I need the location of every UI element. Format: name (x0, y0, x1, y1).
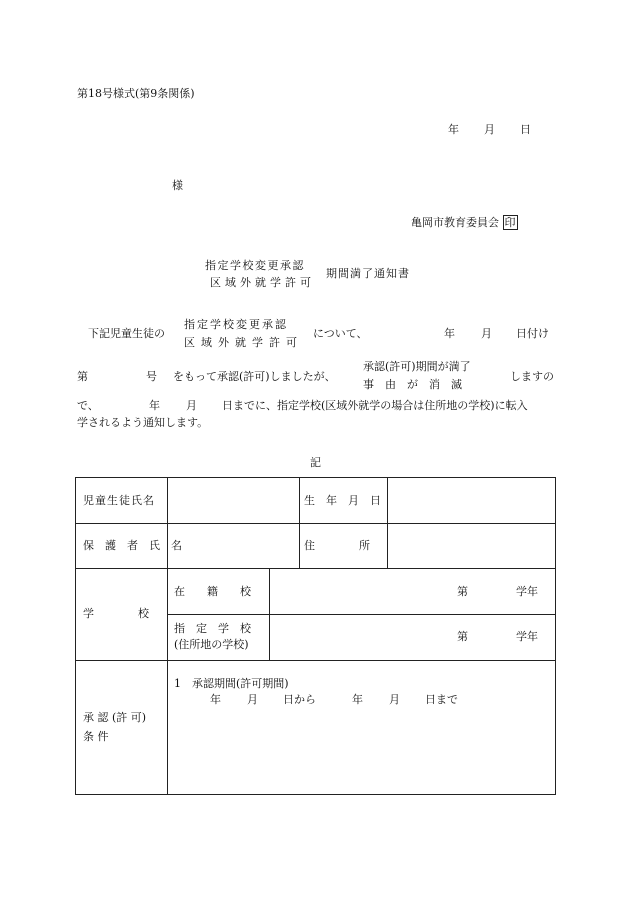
title-option-change-approval: 指定学校変更承認 (205, 259, 305, 272)
ki-heading: 記 (310, 456, 321, 469)
addressee-suffix: 様 (172, 179, 183, 192)
column-divider (299, 478, 300, 568)
row-divider (167, 614, 555, 615)
period-start-day: 日から (283, 693, 316, 706)
title-suffix: 期間満了通知書 (326, 267, 410, 280)
date-year-label: 年 (448, 123, 459, 136)
enrolled-school-label: 在 籍 校 (174, 585, 251, 598)
enrolled-grade-suffix: 学年 (516, 585, 538, 598)
date-day-label: 日 (520, 123, 531, 136)
p2-option-reason-lapsed: 事 由 が 消 滅 (363, 378, 462, 391)
student-name-label: 児童生徒氏名 (83, 494, 155, 507)
form-number: 第18号様式(第9条関係) (77, 87, 195, 100)
p2-mid: をもって承認(許可)しましたが、 (173, 370, 336, 383)
period-start-year: 年 (210, 693, 221, 706)
designated-school-sub: (住所地の学校) (174, 638, 249, 651)
p1-option-outside-district: 区域外就学許可 (184, 336, 303, 349)
details-table (75, 477, 556, 795)
school-label: 学 校 (83, 607, 149, 620)
p1-day-suffix: 日付け (516, 327, 549, 340)
p2-go: 号 (146, 370, 157, 383)
row-divider (76, 568, 555, 569)
designated-grade-dai: 第 (457, 630, 468, 643)
issuer-block (411, 216, 518, 230)
seal-mark: 印 (504, 216, 516, 229)
p2-dai: 第 (77, 370, 88, 383)
p3-year: 年 (149, 399, 160, 412)
p2-end: しますの (510, 370, 554, 383)
p3-rest: 日までに、指定学校(区域外就学の場合は住所地の学校)に転入 (222, 399, 528, 412)
p1-month: 月 (481, 327, 492, 340)
designated-school-label: 指 定 学 校 (174, 622, 251, 635)
p1-year: 年 (444, 327, 455, 340)
conditions-label-line1: 承 認 (許 可) (83, 711, 147, 724)
birthdate-label: 生 年 月 日 (304, 494, 381, 507)
guardian-name-label: 保 護 者 氏 名 (83, 539, 182, 552)
p1-mid: について、 (313, 327, 368, 340)
p4: 学されるよう通知します。 (77, 416, 209, 429)
issuer-name: 亀岡市教育委員会 (411, 216, 499, 229)
enrolled-grade-dai: 第 (457, 585, 468, 598)
title-option-outside-district: 区域外就学許可 (210, 276, 315, 289)
designated-grade-suffix: 学年 (516, 630, 538, 643)
row-divider (76, 660, 555, 661)
p3-month: 月 (186, 399, 197, 412)
p3-de: で、 (77, 399, 99, 412)
approval-period-title: 1 承認期間(許可期間) (174, 677, 289, 690)
period-end-year: 年 (352, 693, 363, 706)
period-end-day: 日まで (425, 693, 458, 706)
row-divider (76, 523, 555, 524)
column-divider (167, 478, 168, 794)
p2-option-expired: 承認(許可)期間が満了 (363, 360, 471, 373)
period-end-month: 月 (389, 693, 400, 706)
p1-lead: 下記児童生徒の (88, 327, 165, 340)
date-month-label: 月 (484, 123, 495, 136)
period-start-month: 月 (247, 693, 258, 706)
p1-option-change-approval: 指定学校変更承認 (184, 318, 288, 331)
column-divider (269, 568, 270, 660)
conditions-label-line2: 条 件 (83, 730, 109, 743)
address-label: 住 所 (304, 539, 370, 552)
column-divider (387, 478, 388, 568)
